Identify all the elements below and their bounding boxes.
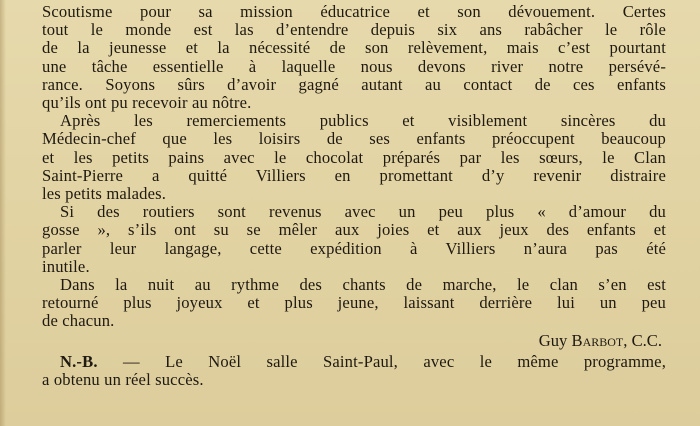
text-line: et les petits pains avec le chocolat préparés par les sœurs, le Clan <box>42 147 666 167</box>
page-edge-shadow <box>0 0 6 426</box>
text-line: inutile. <box>42 256 90 276</box>
paragraph-3 <box>42 203 666 276</box>
article-text <box>42 3 666 389</box>
text-line: parler leur langage, cette expédition à Villiers n’aura pas été <box>42 238 666 258</box>
nota-bene <box>42 353 666 389</box>
text-line: rance. Soyons sûrs d’avoir gagné autant au contact de ces enfants <box>42 74 666 94</box>
text-line: de chacun. <box>42 311 115 331</box>
note-line <box>42 353 666 371</box>
text-line: tout le monde est las d’entendre depuis six ans rabâcher le rôle <box>42 20 666 40</box>
author-signature <box>42 332 666 350</box>
author-suffix: , C.C. <box>623 330 662 350</box>
author-first-name: Guy <box>538 330 568 350</box>
note-label: N.-B. <box>60 351 98 371</box>
text-line: Dans la nuit au rythme des chants de marche, le clan s’en est <box>60 275 666 295</box>
text-line: gosse », s’ils ont su se mêler aux joies et aux jeux des enfants et <box>42 220 666 240</box>
text-line: Saint-Pierre a quitté Villiers en promettant d’y revenir distraire <box>42 165 666 185</box>
paragraph-1 <box>42 3 666 112</box>
text-line: Médecin-chef que les loisirs de ses enfants préoccupent beaucoup <box>42 129 666 149</box>
text-line: Si des routiers sont revenus avec un peu plus « d’amour du <box>60 202 666 222</box>
text-line: Après les remerciements publics et visiblement sincères du <box>60 111 666 131</box>
author-last-name: Barbot <box>571 330 624 350</box>
text-line: qu’ils ont pu recevoir au nôtre. <box>42 93 252 113</box>
text-line: retourné plus joyeux et plus jeune, laissant derrière lui un peu <box>42 293 666 313</box>
note-text: — Le Noël salle Saint-Paul, avec le même programme, <box>97 351 666 371</box>
text-line: les petits malades. <box>42 184 167 204</box>
text-line: de la jeunesse et la nécessité de son relèvement, mais c’est pourtant <box>42 38 666 58</box>
text-line: Scoutisme pour sa mission éducatrice et son dévouement. Certes <box>42 2 666 21</box>
paragraph-2 <box>42 112 666 203</box>
paragraph-4 <box>42 276 666 331</box>
text-line: une tâche essentielle à laquelle nous devons river notre persévé- <box>42 56 666 76</box>
note-line: a obtenu un réel succès. <box>42 370 204 390</box>
